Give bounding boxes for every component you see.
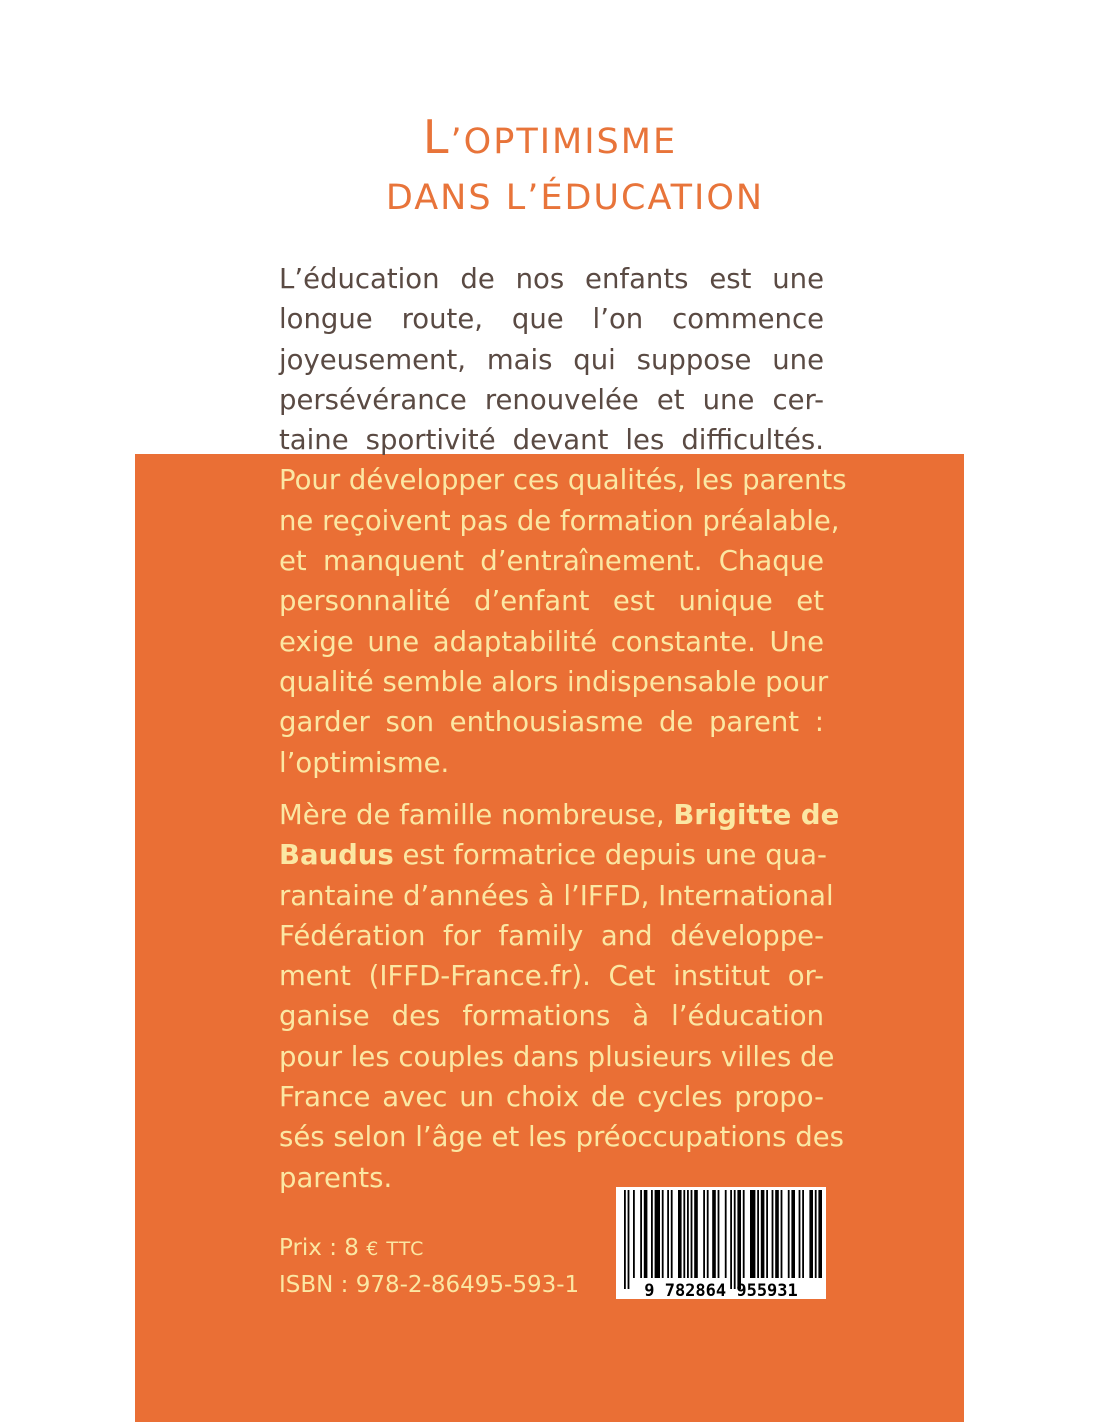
barcode-bar: [624, 1190, 626, 1289]
barcode-bar: [718, 1190, 720, 1278]
author-bio-paragraph: [279, 795, 844, 1198]
barcode-bar: [707, 1190, 709, 1278]
text-line: l’optimisme.: [279, 746, 450, 779]
title-line-2: DANS L’ÉDUCATION: [385, 178, 765, 218]
text-line: parents.: [279, 1161, 393, 1194]
isbn-barcode: [616, 1187, 826, 1299]
barcode-bar: [644, 1190, 648, 1278]
barcode-bar: [743, 1190, 745, 1278]
text-line: qualité semble alors indispensable pour: [279, 665, 829, 698]
barcode-bar: [667, 1190, 669, 1278]
barcode-digits: 9 782864 955931: [644, 1281, 798, 1299]
author-name-part1: Brigitte de: [673, 799, 840, 831]
bio-line: Baudus est formatrice depuis une qua-: [279, 839, 827, 872]
text-line: pour les couples dans plusieurs villes de: [279, 1040, 835, 1073]
text-line: rantaine d’années à l’IFFD, International: [279, 879, 834, 912]
barcode-bar: [737, 1190, 741, 1289]
text-line: persévérance renouvelée et une cer-: [279, 383, 824, 416]
barcode-bar: [640, 1190, 642, 1278]
barcode-bar: [651, 1190, 653, 1278]
text-line: L’éducation de nos enfants est une: [279, 263, 824, 295]
barcode-bar: [772, 1190, 774, 1278]
barcode-bar: [662, 1190, 664, 1278]
barcode-bar: [809, 1190, 813, 1278]
title-line-1: L’OPTIMISME: [422, 110, 678, 164]
barcode-bar: [655, 1190, 660, 1278]
text-line: exige une adaptabilité constante. Une: [279, 625, 824, 658]
barcode-bar: [730, 1190, 732, 1289]
barcode-bar: [628, 1190, 630, 1289]
barcode-bar: [683, 1190, 685, 1278]
text-line: sés selon l’âge et les préoccupations des: [279, 1121, 844, 1154]
barcode-bar: [799, 1190, 801, 1278]
text-line: joyeusement, mais qui suppose une: [279, 343, 824, 376]
price-line: Prix : 8 € TTC: [279, 1235, 425, 1261]
text-line: ne reçoivent pas de formation préalable,: [279, 504, 840, 537]
barcode-bar: [818, 1190, 822, 1278]
barcode-bar: [703, 1190, 705, 1278]
text-line: taine sportivité devant les difficultés.: [279, 424, 824, 457]
text-line: et manquent d’entraînement. Chaque: [279, 545, 824, 578]
text-line: personnalité d’enfant est unique et: [279, 585, 824, 618]
barcode-bar: [687, 1190, 689, 1278]
barcode-bar: [734, 1190, 736, 1289]
isbn-line: ISBN : 978-2-86495-593-1: [279, 1272, 580, 1298]
barcode-bar: [791, 1190, 795, 1278]
text-line: Fédération for family and développe-: [279, 919, 824, 952]
barcode-bar: [757, 1190, 759, 1278]
barcode-bar: [788, 1190, 790, 1278]
barcode-bar: [750, 1190, 755, 1278]
text-line: ganise des formations à l’éducation: [279, 1000, 824, 1033]
barcode-bar: [678, 1190, 682, 1278]
barcode-bar: [725, 1190, 727, 1278]
text-line: ment (IFFD-France.fr). Cet institut or-: [279, 960, 824, 993]
barcode-bar: [781, 1190, 783, 1278]
barcode-bar: [633, 1190, 635, 1278]
barcode-bar: [815, 1190, 817, 1278]
bio-line: Mère de famille nombreuse, Brigitte de: [279, 799, 840, 831]
barcode-bar: [694, 1190, 698, 1278]
text-line: France avec un choix de cycles propo-: [279, 1081, 824, 1114]
barcode-bar: [712, 1190, 716, 1278]
text-line: garder son enthousiasme de parent :: [279, 706, 824, 739]
barcode-bar: [761, 1190, 765, 1278]
text-line: Pour développer ces qualités, les parents: [279, 464, 847, 497]
barcode-bar: [775, 1190, 779, 1278]
barcode-bar: [802, 1190, 804, 1278]
barcode-bar: [671, 1190, 673, 1278]
barcode-bar: [766, 1190, 768, 1278]
author-name-part2: Baudus: [279, 839, 394, 872]
blurb-paragraph: [279, 259, 847, 783]
barcode-bar: [691, 1190, 693, 1278]
text-line: longue route, que l’on commence: [279, 303, 824, 336]
